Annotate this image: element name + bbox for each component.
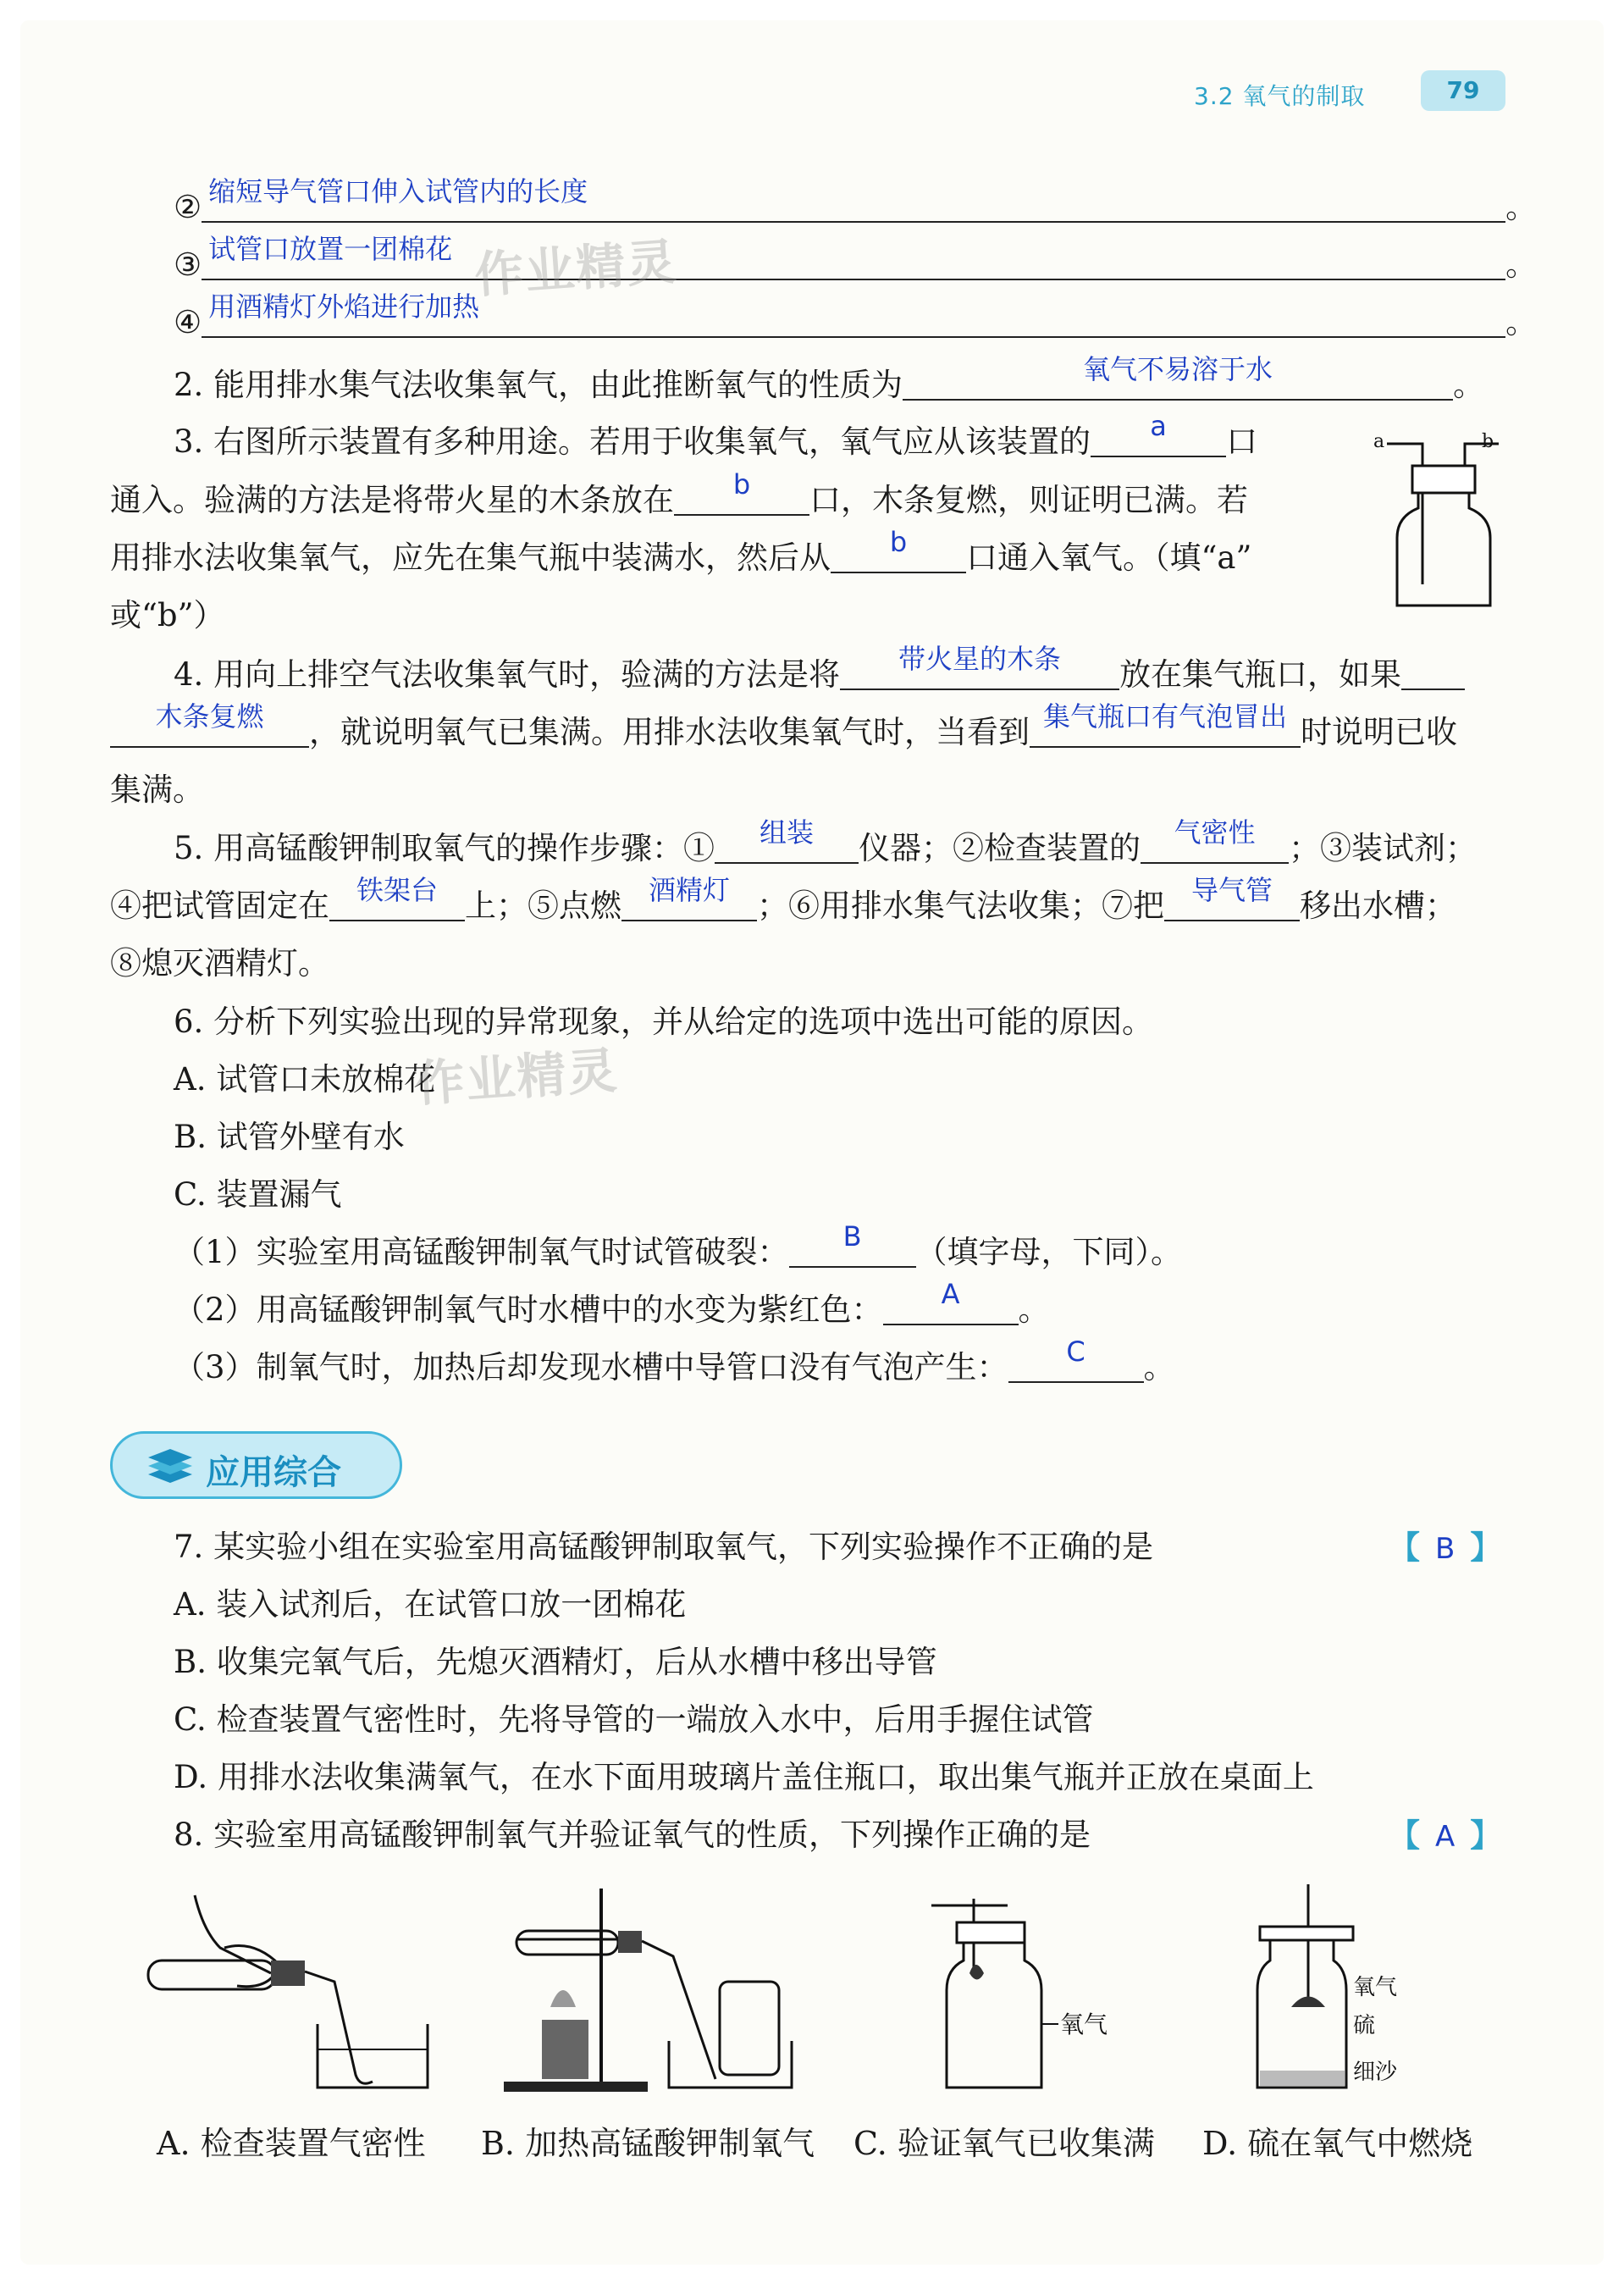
alcohol-lamp: [542, 2020, 588, 2079]
figure-caption-a: A. 检查装置气密性: [157, 2125, 426, 2162]
q6-option-a: A. 试管口未放棉花: [174, 1061, 436, 1098]
question-4-line-3: 集满。: [110, 771, 204, 808]
handwritten-answer: a: [1150, 410, 1167, 442]
answer-blank: [840, 643, 1119, 690]
question-7-stem: 7. 某实验小组在实验室用高锰酸钾制取氧气，下列实验操作不正确的是: [174, 1529, 1154, 1565]
answer-blank: [329, 874, 465, 921]
gas-bottle: [1257, 1940, 1346, 2088]
flame: [550, 1990, 576, 2007]
stand-base: [504, 2082, 648, 2092]
delivery-tube: [642, 1941, 715, 2079]
handwritten-answer: B: [1435, 1532, 1456, 1566]
bottle-stopper: [957, 1922, 1025, 1943]
answer-blank: [110, 700, 309, 748]
water-trough: [318, 2024, 428, 2088]
handwritten-answer: b: [732, 468, 751, 500]
figure-caption-c: C. 验证氧气已收集满: [853, 2125, 1155, 2162]
answer-blank: [903, 353, 1453, 401]
section-title-header: 3.2 氧气的制取: [1194, 82, 1366, 110]
glowing-tip: [969, 1965, 984, 1980]
q1-item-4: ④ 用酒精灯外焰进行加热 。: [174, 301, 1537, 344]
q7-option-a: A. 装入试剂后，在试管口放一团棉花: [174, 1586, 687, 1623]
fine-sand: [1260, 2071, 1345, 2086]
q6-sub-2: （2）用高锰酸钾制氧气时水槽中的水变为紫红色： A 。: [174, 1289, 1050, 1331]
handwritten-answer: 铁架台: [356, 874, 438, 906]
figure-d-sulfur-burning: [1245, 1880, 1448, 2100]
q1-item-3: ③ 试管口放置一团棉花 。: [174, 244, 1537, 286]
answer-blank: [883, 1278, 1019, 1325]
answer-blank: [1030, 700, 1301, 748]
handwritten-answer: 组装: [760, 816, 815, 849]
q7-option-d: D. 用排水法收集满氧气，在水下面用玻璃片盖住瓶口，取出集气瓶并正放在桌面上: [174, 1759, 1314, 1795]
section-title: 应用综合: [206, 1453, 341, 1492]
handwritten-answer: 集气瓶口有气泡冒出: [1042, 700, 1287, 733]
question-3-line-2: 通入。验满的方法是将带火星的木条放在 b 口，木条复燃，则证明已满。若: [110, 479, 1248, 522]
handwritten-answer: C: [1066, 1336, 1085, 1368]
figure-a-airtightness: [144, 1880, 440, 2100]
port-b-label: b: [1482, 431, 1494, 452]
answer-blank: [621, 874, 757, 921]
label-sand: 细沙: [1353, 2060, 1398, 2085]
question-5-line-3: ⑧熄灭酒精灯。: [110, 945, 329, 982]
handwritten-answer: 试管口放置一团棉花: [208, 233, 453, 265]
answer-blank: [831, 526, 966, 573]
question-5-line-1: 5. 用高锰酸钾制取氧气的操作步骤：① 组装 仪器；②检查装置的 气密性 ；③装试剂；: [174, 827, 1477, 870]
page-number-badge: 79: [1421, 70, 1505, 111]
question-6-stem: 6. 分析下列实验出现的异常现象，并从给定的选项中选出可能的原因。: [174, 1004, 1154, 1040]
answer-blank: [1164, 874, 1300, 921]
burning-sulfur: [1291, 1997, 1325, 2008]
handwritten-answer: A: [1435, 1820, 1456, 1854]
question-3-line-4: 或“b”）: [110, 597, 225, 633]
gas-bottle-figure: [1372, 423, 1516, 614]
oxygen-label: 氧气: [1060, 2010, 1108, 2038]
answer-blank: [789, 1220, 916, 1268]
question-3-line-1: 3. 右图所示装置有多种用途。若用于收集氧气，氧气应从该装置的 a 口: [174, 421, 1257, 463]
watermark: 作业精灵: [472, 232, 680, 305]
bottle-body: [1397, 493, 1490, 606]
q1-item-number: ②: [174, 189, 202, 225]
section-tag-applied: [110, 1431, 402, 1499]
q6-sub-1: （1）实验室用高锰酸钾制氧气时试管破裂： B （填字母，下同）。: [174, 1231, 1182, 1274]
question-5-line-2: ④把试管固定在 铁架台 上；⑤点燃 酒精灯 ；⑥用排水集气法收集；⑦把 导气管 移出水槽；: [110, 885, 1456, 927]
handwritten-answer: 带火星的木条: [898, 643, 1062, 675]
answer-blank: [1091, 410, 1226, 457]
book-stack-icon: [145, 1449, 196, 1486]
q1-item-number: ③: [174, 246, 202, 283]
figure-c-verify-full: [923, 1880, 1126, 2100]
answer-blank: [715, 816, 859, 864]
answer-blank: [1008, 1336, 1144, 1383]
q7-option-b: B. 收集完氧气后，先熄灭酒精灯，后从水槽中移出导管: [174, 1644, 937, 1680]
q1-item-number: ④: [174, 304, 202, 340]
q6-sub-3: （3）制氧气时，加热后却发现水槽中导管口没有气泡产生： C 。: [174, 1347, 1175, 1389]
glass-cover: [1260, 1927, 1353, 1940]
answer-blank: [202, 290, 1505, 338]
question-text: 2. 能用排水集气法收集氧气，由此推断氧气的性质为: [174, 367, 903, 403]
label-sulfur: 硫: [1353, 2013, 1376, 2038]
q7-answer-bracket: 【 B 】: [1389, 1529, 1502, 1566]
stopper: [271, 1960, 305, 1986]
handwritten-answer: 酒精灯: [648, 874, 730, 906]
figure-caption-d: D. 硫在氧气中燃烧: [1202, 2125, 1473, 2162]
handwritten-answer: 导气管: [1190, 874, 1273, 906]
watermark: 作业精灵: [413, 1041, 621, 1114]
handwritten-answer: A: [941, 1278, 960, 1310]
answer-blank: [1141, 816, 1289, 864]
question-4-line-2: 木条复燃 ，就说明氧气已集满。用排水法收集氧气时，当看到 集气瓶口有气泡冒出 时说明已收: [110, 711, 1457, 754]
handwritten-answer: 气密性: [1174, 816, 1256, 849]
water-trough: [669, 2041, 792, 2088]
figure-caption-b: B. 加热高锰酸钾制氧气: [481, 2125, 815, 2162]
stopper: [618, 1931, 642, 1953]
handwritten-answer: 用酒精灯外焰进行加热: [208, 290, 480, 323]
question-2: 2. 能用排水集气法收集氧气，由此推断氧气的性质为 氧气不易溶于水 。: [174, 364, 1484, 406]
q6-option-b: B. 试管外壁有水: [174, 1119, 405, 1155]
q8-answer-bracket: 【 A 】: [1389, 1817, 1502, 1854]
handwritten-answer: 缩短导气管口伸入试管内的长度: [208, 175, 588, 207]
q1-item-2: ② 缩短导气管口伸入试管内的长度 。: [174, 186, 1537, 229]
answer-blank: [202, 175, 1505, 223]
q6-option-c: C. 装置漏气: [174, 1176, 342, 1213]
label-oxygen: 氧气: [1353, 1975, 1398, 2000]
port-a-label: a: [1373, 431, 1385, 452]
question-8-stem: 8. 实验室用高锰酸钾制氧气并验证氧气的性质，下列操作正确的是: [174, 1817, 1091, 1853]
delivery-tube: [305, 1972, 373, 2083]
handwritten-answer: 氧气不易溶于水: [1083, 353, 1273, 385]
question-4-line-1: 4. 用向上排空气法收集氧气时，验满的方法是将 带火星的木条 放在集气瓶口，如果: [174, 654, 1465, 696]
answer-blank: [674, 468, 809, 516]
bottle-stopper: [1412, 466, 1475, 493]
question-3-line-3: 用排水法收集氧气，应先在集气瓶中装满水，然后从 b 口通入氧气。（填“a”: [110, 537, 1251, 579]
collecting-bottle: [720, 1982, 779, 2075]
handwritten-answer: b: [889, 526, 908, 558]
handwritten-answer: B: [842, 1220, 862, 1253]
gas-bottle: [947, 1943, 1041, 2088]
handwritten-answer: 木条复燃: [155, 700, 264, 733]
figure-b-heating-setup: [500, 1880, 804, 2100]
q7-option-c: C. 检查装置气密性时，先将导管的一端放入水中，后用手握住试管: [174, 1701, 1094, 1738]
